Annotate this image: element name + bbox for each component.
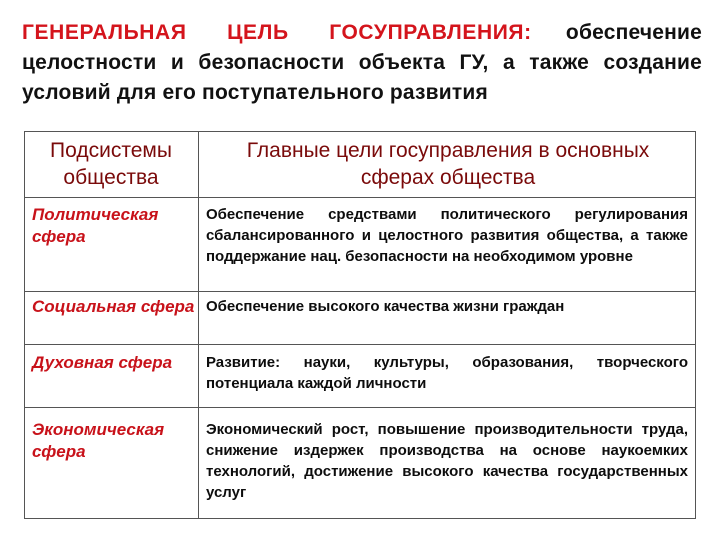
goal-spiritual: Развитие: науки, культуры, образования, творческого потенциала каждой личности (206, 354, 688, 392)
sphere-economic: Экономическая сфера (32, 420, 165, 461)
table-border-header (24, 197, 696, 198)
table-border-left (24, 131, 25, 519)
sphere-spiritual: Духовная сфера (32, 353, 173, 372)
table-border-row-2 (24, 344, 696, 345)
main-goal-label: ГЕНЕРАЛЬНАЯ ЦЕЛЬ ГОСУПРАВЛЕНИЯ: (22, 21, 532, 44)
header-subsystems: Подсистемы общества (50, 139, 172, 189)
goals-table (24, 131, 696, 519)
table-border-row-3 (24, 407, 696, 408)
goal-economic: Экономический рост, повышение производительности труда, снижение издержек производства на основе наукоемких технологий, достижение высокого качества государственных услуг (206, 421, 688, 501)
table-border-bottom (24, 518, 696, 519)
header-goals: Главные цели госуправления в основных сферах общества (246, 139, 650, 189)
goal-social: Обеспечение высокого качества жизни граждан (206, 298, 565, 315)
sphere-social: Социальная сфера (32, 297, 195, 316)
main-goal-text: обеспечение целостности и безопасности объекта ГУ, а также создание условий для его поступательного развития (22, 21, 702, 104)
main-goal-heading (22, 18, 702, 108)
goal-political: Обеспечение средствами политического регулирования сбалансированного и целостного развития общества, а также поддержание нац. безопасности на необходимом уровне (206, 206, 688, 265)
table-border-row-1 (24, 291, 696, 292)
table-border-right (695, 131, 696, 519)
sphere-political: Политическая сфера (32, 205, 159, 246)
